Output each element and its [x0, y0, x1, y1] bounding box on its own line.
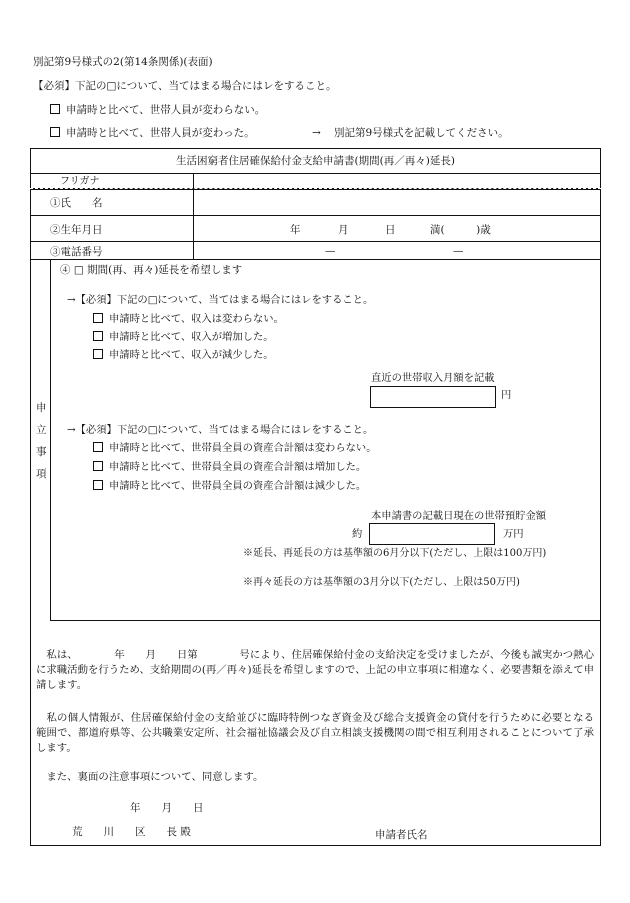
- asset-required-note: →【必須】下記の□について、当てはまる場合にはレをすること。: [67, 424, 374, 436]
- applicant-name-input[interactable]: [440, 824, 595, 842]
- name-label: ①氏 名: [50, 197, 103, 209]
- vertical-label-char: 事: [36, 446, 47, 458]
- changed-instruction: 別記第9号様式を記載してください。: [334, 127, 509, 139]
- phone-input[interactable]: [193, 242, 599, 259]
- divider: [30, 259, 601, 260]
- birthdate-label: ②生年月日: [50, 224, 103, 236]
- income-amount-input[interactable]: [370, 386, 496, 408]
- phone-dash: —: [453, 245, 464, 257]
- required-note: 【必須】下記の□について、当てはまる場合にはレをすること。: [33, 80, 337, 92]
- household-changed-option[interactable]: [50, 127, 255, 140]
- column-divider: [50, 260, 51, 621]
- option-label: 申請時と比べて、世帯員全員の資産合計額は減少した。: [109, 480, 367, 492]
- income-amount-label: 直近の世帯収入月額を記載: [371, 372, 495, 384]
- asset-option[interactable]: [93, 461, 366, 473]
- checkbox[interactable]: [93, 480, 103, 490]
- phone-label: ③電話番号: [50, 246, 103, 258]
- savings-prefix: 約: [352, 528, 363, 540]
- birth-day-label: 日: [385, 224, 396, 236]
- furigana-label: フリガナ: [60, 176, 100, 187]
- note-second-extension: ※再々延長の方は基準額の3月分以下(ただし、上限は50万円): [243, 577, 520, 588]
- arrow-icon: →: [312, 127, 321, 139]
- column-divider: [193, 174, 194, 260]
- name-input[interactable]: [193, 189, 599, 215]
- checkbox[interactable]: [50, 104, 60, 114]
- option-label: 申請時と比べて、収入は変わらない。: [109, 313, 284, 325]
- income-amount-unit: 円: [501, 389, 512, 401]
- household-unchanged-option[interactable]: [50, 104, 265, 117]
- divider: [30, 215, 601, 216]
- option-label: 申請時と比べて、収入が増加した。: [109, 331, 274, 343]
- savings-label: 本申請書の記載日現在の世帯預貯金額: [371, 510, 547, 522]
- birth-month-label: 月: [338, 224, 349, 236]
- extension-option[interactable]: ④ □ 期間(再、再々)延長を希望します: [60, 264, 243, 276]
- checkbox[interactable]: [50, 127, 60, 137]
- option-label: 申請時と比べて、収入が減少した。: [109, 349, 274, 361]
- checkbox[interactable]: [93, 313, 103, 323]
- phone-dash: —: [325, 245, 336, 257]
- privacy-consent-paragraph: 私の個人情報が、住居確保給付金の支給並びに臨時特例つなぎ資金及び総合支援資金の貸付を行うために必要となる範囲で、都道府県等、公共職業安定所、社会福祉協議会及び自立相談支援機関の間で相互利用されることについて了承します。: [36, 712, 594, 755]
- option-label: 申請時と比べて、世帯人員が変わった。: [66, 127, 255, 139]
- option-label: 申請時と比べて、世帯員全員の資産合計額は増加した。: [109, 461, 367, 473]
- addressee: 荒 川 区 長 殿: [72, 826, 191, 838]
- option-label: 申請時と比べて、世帯人員が変わらない。: [66, 104, 266, 116]
- application-date: 年 月 日: [130, 802, 204, 814]
- form-title: 生活困窮者住居確保給付金支給申請書(期間(再／再々)延長): [176, 155, 455, 167]
- vertical-label-char: 項: [36, 468, 47, 480]
- furigana-input[interactable]: [193, 174, 599, 188]
- note-extension: ※延長、再延長の方は基準額の6月分以下(ただし、上限は100万円): [243, 548, 547, 559]
- declaration-paragraph: 私は、 年 月 日第 号により、住居確保給付金の支給決定を受けましたが、今後も誠実かつ熱心に求職活動を行うため、支給期間の(再／再々)延長を希望しますので、上記の申立事項に相違なく、必要書類を添えて申請します。: [36, 649, 594, 692]
- income-option[interactable]: [93, 349, 274, 361]
- option-label: 申請時と比べて、世帯員全員の資産合計額は変わらない。: [109, 442, 377, 454]
- income-option[interactable]: [93, 331, 274, 343]
- income-option[interactable]: [93, 313, 284, 325]
- checkbox[interactable]: [93, 461, 103, 471]
- notice-consent-paragraph: また、裏面の注意事項について、同意します。: [36, 771, 264, 783]
- age-field: 満( )歳: [430, 224, 491, 236]
- savings-unit: 万円: [503, 528, 524, 540]
- vertical-label-char: 申: [36, 402, 47, 414]
- checkbox[interactable]: [93, 349, 103, 359]
- vertical-label-char: 立: [36, 424, 47, 436]
- birth-year-label: 年: [290, 224, 301, 236]
- checkbox[interactable]: [93, 442, 103, 452]
- asset-option[interactable]: [93, 442, 377, 454]
- form-reference: 別記第9号様式の2(第14条関係)(表面): [33, 56, 213, 68]
- savings-input[interactable]: [369, 523, 495, 545]
- checkbox[interactable]: [93, 331, 103, 341]
- applicant-name-label: 申請者氏名: [375, 829, 428, 841]
- divider: [50, 620, 601, 621]
- asset-option[interactable]: [93, 480, 366, 492]
- income-required-note: →【必須】下記の□について、当てはまる場合にはレをすること。: [67, 294, 374, 306]
